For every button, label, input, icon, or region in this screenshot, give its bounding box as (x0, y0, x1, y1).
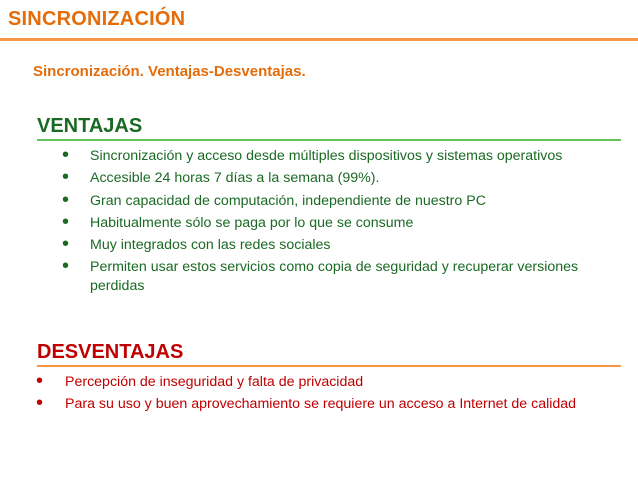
title-divider (0, 38, 638, 41)
ventajas-divider (37, 139, 621, 141)
slide-title: SINCRONIZACIÓN (8, 8, 186, 30)
bullet-icon: • (62, 166, 70, 189)
bullet-icon: • (62, 255, 70, 278)
desventajas-item (36, 392, 606, 415)
bullet-icon: • (62, 188, 70, 211)
ventajas-item (62, 166, 632, 189)
ventajas-item-text: Muy integrados con las redes sociales (90, 237, 331, 254)
ventajas-item (62, 255, 632, 295)
ventajas-item (62, 188, 632, 211)
bullet-icon: • (62, 144, 70, 166)
desventajas-item (36, 370, 606, 392)
ventajas-item-text: Sincronización y acceso desde múltiples dispositivos y sistemas operativos (90, 148, 563, 164)
desventajas-heading: DESVENTAJAS (37, 341, 184, 363)
ventajas-item-text: Gran capacidad de computación, independiente de nuestro PC (90, 192, 486, 209)
ventajas-item (62, 210, 632, 233)
ventajas-item (62, 144, 632, 166)
ventajas-item-text: Permiten usar estos servicios como copia de seguridad y recuperar versiones perdidas (90, 259, 579, 294)
desventajas-item-text: Percepción de inseguridad y falta de privacidad (65, 374, 364, 390)
desventajas-list (36, 370, 606, 418)
bullet-icon: • (62, 210, 70, 233)
desventajas-divider (37, 365, 621, 367)
slide-subtitle: Sincronización. Ventajas-Desventajas. (33, 63, 306, 80)
desventajas-item-text: Para su uso y buen aprovechamiento se requiere un acceso a Internet de calidad (65, 396, 577, 413)
ventajas-heading: VENTAJAS (37, 115, 143, 137)
ventajas-list (62, 144, 632, 299)
bullet-icon: • (36, 370, 44, 392)
ventajas-item-text: Accesible 24 horas 7 días a la semana (99%). (90, 170, 380, 187)
ventajas-item (62, 233, 632, 256)
bullet-icon: • (62, 233, 70, 256)
bullet-icon: • (36, 392, 44, 415)
ventajas-item-text: Habitualmente sólo se paga por lo que se consume (90, 214, 414, 231)
